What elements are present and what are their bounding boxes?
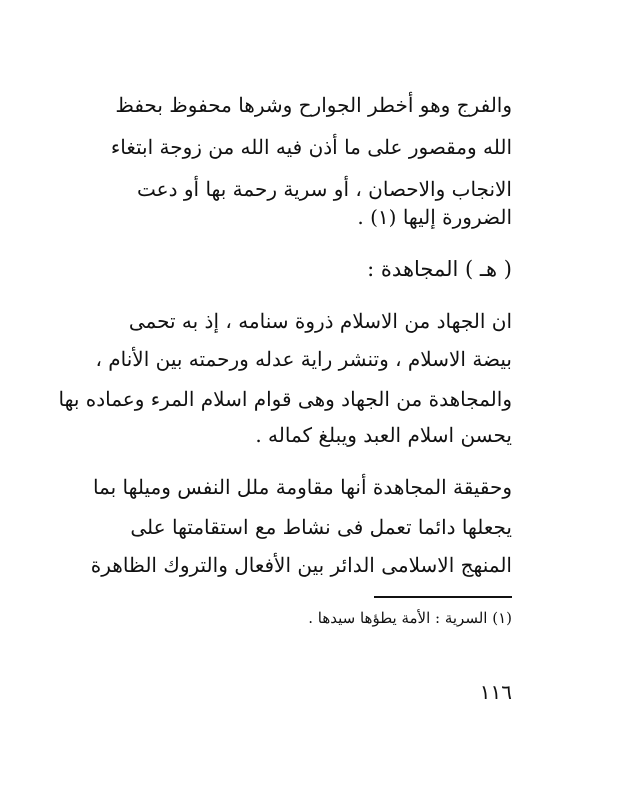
text-line: والفرج وهو أخطر الجوارح وشرها محفوظ بحفظ xyxy=(115,93,512,117)
footnote: (١) السرية : الأمة يطؤها سيدها . xyxy=(308,609,512,627)
text-line: الله ومقصور على ما أذن فيه الله من زوجة ابتغاء xyxy=(110,135,512,159)
text-line: والمجاهدة من الجهاد وهى قوام اسلام المرء وعماده بها xyxy=(58,387,512,411)
text-line: يحسن اسلام العبد ويبلغ كماله . xyxy=(255,423,512,447)
text-line: الضرورة إليها (١) . xyxy=(357,205,512,229)
page-number: ١١٦ xyxy=(479,680,512,704)
section-heading: ( هـ ) المجاهدة : xyxy=(367,257,512,281)
text-line: يجعلها دائما تعمل فى نشاط مع استقامتها على xyxy=(130,515,512,539)
text-line: الانجاب والاحصان ، أو سرية رحمة بها أو دعت xyxy=(137,177,512,201)
text-line: ان الجهاد من الاسلام ذروة سنامه ، إذ به تحمى xyxy=(128,309,512,333)
text-line: بيضة الاسلام ، وتنشر راية عدله ورحمته بين الأنام ، xyxy=(95,347,512,371)
text-line: المنهج الاسلامى الدائر بين الأفعال والتروك الظاهرة xyxy=(90,553,512,577)
text-line: وحقيقة المجاهدة أنها مقاومة ملل النفس وميلها بما xyxy=(92,475,512,499)
footnote-rule xyxy=(374,596,512,598)
